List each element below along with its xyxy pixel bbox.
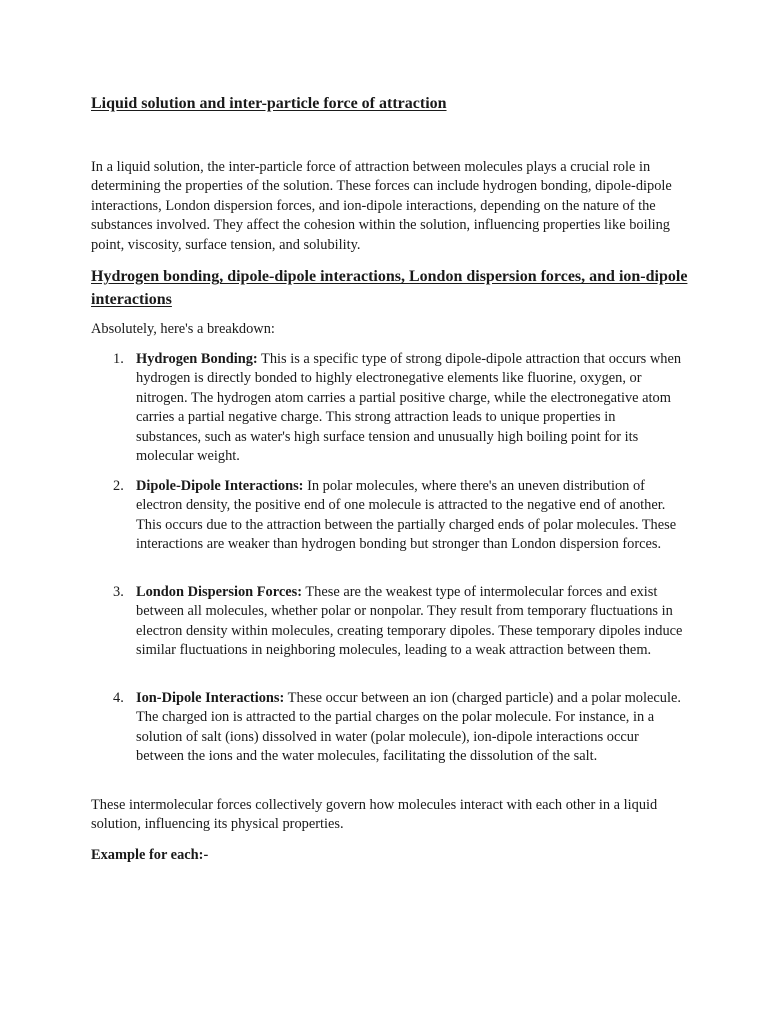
list-item-number: 3. — [113, 584, 124, 600]
list-item-text: In polar molecules, where there's an uneven distribution of electron density, the positive end of one molecule is attracted to the negative end of another. This occurs due to the attraction between the partially charged ends of polar molecules. These interactions are weaker than hydrogen bonding but stronger than London dispersion forces. — [136, 478, 677, 553]
list-item-text: These occur between an ion (charged particle) and a polar molecule. The charged ion is attracted to the partial charges on the polar molecule. For instance, in a solution of salt (ions) dissolved in water (polar molecule), ion-dipole interactions occur between the ions and the water molecules, facilitating the dissolution of the salt. — [136, 690, 681, 765]
list-item-term: Hydrogen Bonding: — [136, 351, 258, 367]
list-item-text: This is a specific type of strong dipole-dipole attraction that occurs when hydrogen is directly bonded to highly electronegative elements like fluorine, oxygen, or nitrogen. The hydrogen atom carries a partial positive charge, while the electronegative atom carries a partial negative charge. This strong attraction leads to unique properties in substances, such as water's high surface tension and unusually high boiling point for its molecular weight. — [136, 351, 682, 465]
list-item-body — [136, 689, 684, 767]
intro-paragraph: In a liquid solution, the inter-particle force of attraction between molecules plays a crucial role in determining the properties of the solution. These forces can include hydrogen bonding, dipole-dipole interactions, London dispersion forces, and ion-dipole interactions, depending on the nature of the substances involved. They affect the cohesion within the solution, influencing properties like boiling point, viscosity, surface tension, and solubility. — [91, 159, 672, 253]
list-item-text: These are the weakest type of intermolecular forces and exist between all molecules, whether polar or nonpolar. They result from temporary fluctuations in electron density within molecules, creating temporary dipoles. These temporary dipoles induce similar fluctuations in neighboring molecules, leading to a weak attraction between them. — [136, 584, 683, 659]
lead-paragraph: Absolutely, here's a breakdown: — [91, 321, 275, 337]
list-item-number: 4. — [113, 690, 124, 706]
list-item-body — [136, 350, 684, 466]
list-item-number: 1. — [113, 351, 124, 367]
list-item-body — [136, 477, 684, 555]
list-item-term: Ion-Dipole Interactions: — [136, 690, 285, 706]
section-heading: Hydrogen bonding, dipole-dipole interactions, London dispersion forces, and ion-dipole interactions — [91, 268, 688, 308]
list-item-term: London Dispersion Forces: — [136, 584, 303, 600]
example-heading: Example for each:- — [91, 847, 209, 863]
document-title: Liquid solution and inter-particle force of attraction — [91, 95, 447, 112]
list-item-number: 2. — [113, 478, 124, 494]
closing-paragraph: These intermolecular forces collectively govern how molecules interact with each other in a liquid solution, influencing its physical properties. — [91, 797, 658, 833]
list-item-body — [136, 583, 684, 661]
list-item-term: Dipole-Dipole Interactions: — [136, 478, 304, 494]
